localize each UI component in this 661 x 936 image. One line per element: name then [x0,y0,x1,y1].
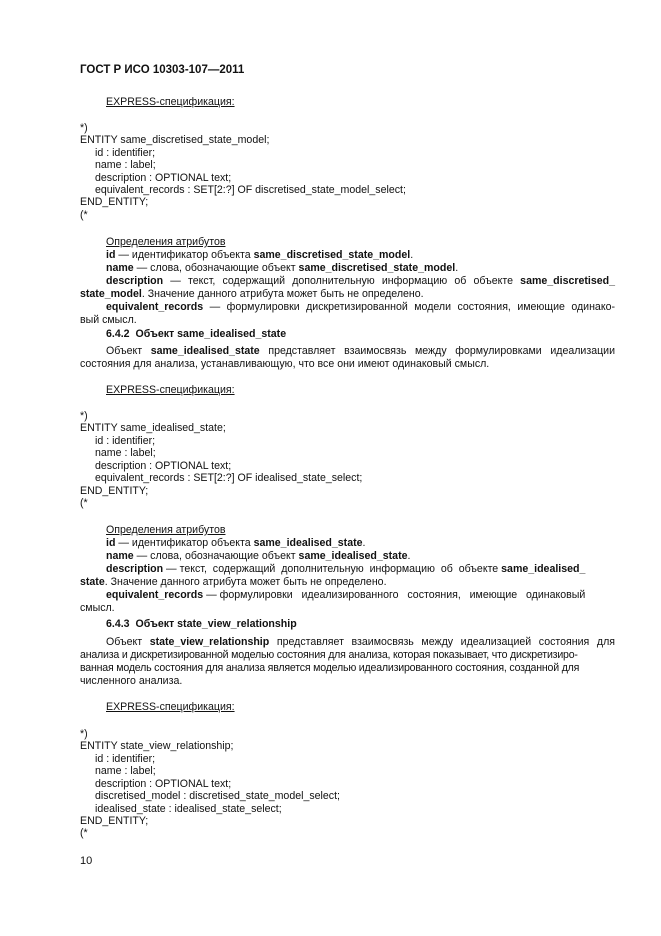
section-intro-cont: состояния для анализа, устанавливающую, что все они имеют одинаковый смысл. [80,358,490,370]
attr-term: id [106,249,116,261]
code-line: description : OPTIONAL text; [95,778,232,790]
entity-name: same_idealised_state [253,537,363,549]
page-number: 10 [80,855,93,867]
section-heading [106,618,641,631]
code-line: ENTITY same_idealised_state; [80,422,226,434]
intro-text: Объект [106,636,150,648]
section-word: Объект [135,328,178,340]
attr-id-definition: id — идентификатор объекта same_idealised_state. [106,537,366,549]
code-line: *) [80,410,88,422]
code-line: *) [80,122,88,134]
attr-term: name [106,262,134,274]
code-line: (* [80,497,88,509]
attr-text: — текст, содержащий дополнительную информацию об объекте [163,563,502,575]
attr-description-cont [80,576,615,589]
attr-id-definition: id — идентификатор объекта same_discretised_state_model. [106,249,414,261]
code-line: idealised_state : idealised_state_select; [95,803,282,815]
code-line: name : label; [95,447,156,459]
attr-text: — идентификатор объекта [115,249,254,261]
express-spec-label: EXPRESS-спецификация: [106,384,235,396]
attr-equivalent-definition [106,301,615,314]
attr-term: description [106,275,164,287]
express-spec-label: EXPRESS-спецификация: [106,701,235,713]
section-word: Объект [135,618,178,630]
attr-text: — формулировки дискретизированной модели состояния, имеющие одинако- [203,301,615,313]
attr-text: . Значение данного атрибута может быть не определено. [104,576,387,588]
attr-text: — формулировки идеализированного состояния, имеющие одинаковый [203,589,586,601]
entity-name: same_idealised_ [501,563,586,575]
attr-term: equivalent_records [106,301,204,313]
code-line: description : OPTIONAL text; [95,172,232,184]
code-line: ENTITY state_view_relationship; [80,740,234,752]
intro-text: представляет взаимосвязь между идеализацией состояния для [269,636,615,648]
entity-name: same_idealised_state [298,550,408,562]
section-heading [106,328,641,341]
section-number: 6.4.2 [106,328,130,340]
attr-description-definition [106,275,615,288]
code-line: discretised_model : discretised_state_model_select; [95,790,340,802]
attr-text: — слова, обозначающие объект [133,262,299,274]
attr-description-cont [80,288,615,301]
attr-term: id [106,537,116,549]
code-line: (* [80,209,88,221]
entity-name: same_discretised_ [520,275,615,287]
code-line: *) [80,728,88,740]
entity-name: same_idealised_state [177,328,287,340]
code-line: ENTITY same_discretised_state_model; [80,134,270,146]
code-line: description : OPTIONAL text; [95,460,232,472]
entity-name: state_view_relationship [149,636,270,648]
attr-name-definition: name — слова, обозначающие объект same_discretised_state_model. [106,262,459,274]
attr-equivalent-cont: смысл. [80,602,115,614]
attr-definitions-title: Определения атрибутов [106,524,226,536]
code-line: name : label; [95,765,156,777]
code-line: name : label; [95,159,156,171]
entity-name: state_model [80,288,142,300]
code-line: END_ENTITY; [80,815,149,827]
code-line: id : identifier; [95,753,156,765]
code-line: END_ENTITY; [80,485,149,497]
entity-name: state_view_relationship [177,618,297,630]
code-line: equivalent_records : SET[2:?] OF discretised_state_model_select; [95,184,406,196]
code-line: END_ENTITY; [80,196,149,208]
attr-text: . Значение данного атрибута может быть не определено. [141,288,424,300]
intro-text: представляет взаимосвязь между формулировками идеализации [259,345,615,357]
section-intro-cont: численного анализа. [80,675,183,687]
entity-name: same_discretised_state_model [253,249,411,261]
code-line: equivalent_records : SET[2:?] OF idealised_state_select; [95,472,363,484]
code-line: (* [80,827,88,839]
express-spec-label: EXPRESS-спецификация: [106,96,235,108]
section-intro-cont: анализа и дискретизированной моделью состояния для анализа, которая показывает, что дискретизиро- [80,649,578,661]
attr-text: — текст, содержащий дополнительную информацию об объекте [163,275,521,287]
attr-term: equivalent_records [106,589,204,601]
section-intro [106,345,615,358]
attr-name-definition: name — слова, обозначающие объект same_idealised_state. [106,550,411,562]
attr-text: — слова, обозначающие объект [133,550,299,562]
attr-equivalent-definition [106,589,641,602]
entity-name: same_discretised_state_model [298,262,456,274]
document-header: ГОСТ Р ИСО 10303-107—2011 [80,64,245,76]
code-line: id : identifier; [95,147,156,159]
attr-text: — идентификатор объекта [115,537,254,549]
entity-name: state [80,576,105,588]
section-intro-cont: ванная модель состояния для анализа является моделью идеализированного состояния, созданной для [80,662,580,674]
entity-name: same_idealised_state [150,345,260,357]
attr-term: name [106,550,134,562]
section-intro [106,636,615,649]
attr-description-definition [106,563,641,576]
section-number: 6.4.3 [106,618,130,630]
intro-text: Объект [106,345,151,357]
attr-definitions-title: Определения атрибутов [106,236,226,248]
attr-term: description [106,563,164,575]
attr-equivalent-cont: вый смысл. [80,314,137,326]
code-line: id : identifier; [95,435,156,447]
